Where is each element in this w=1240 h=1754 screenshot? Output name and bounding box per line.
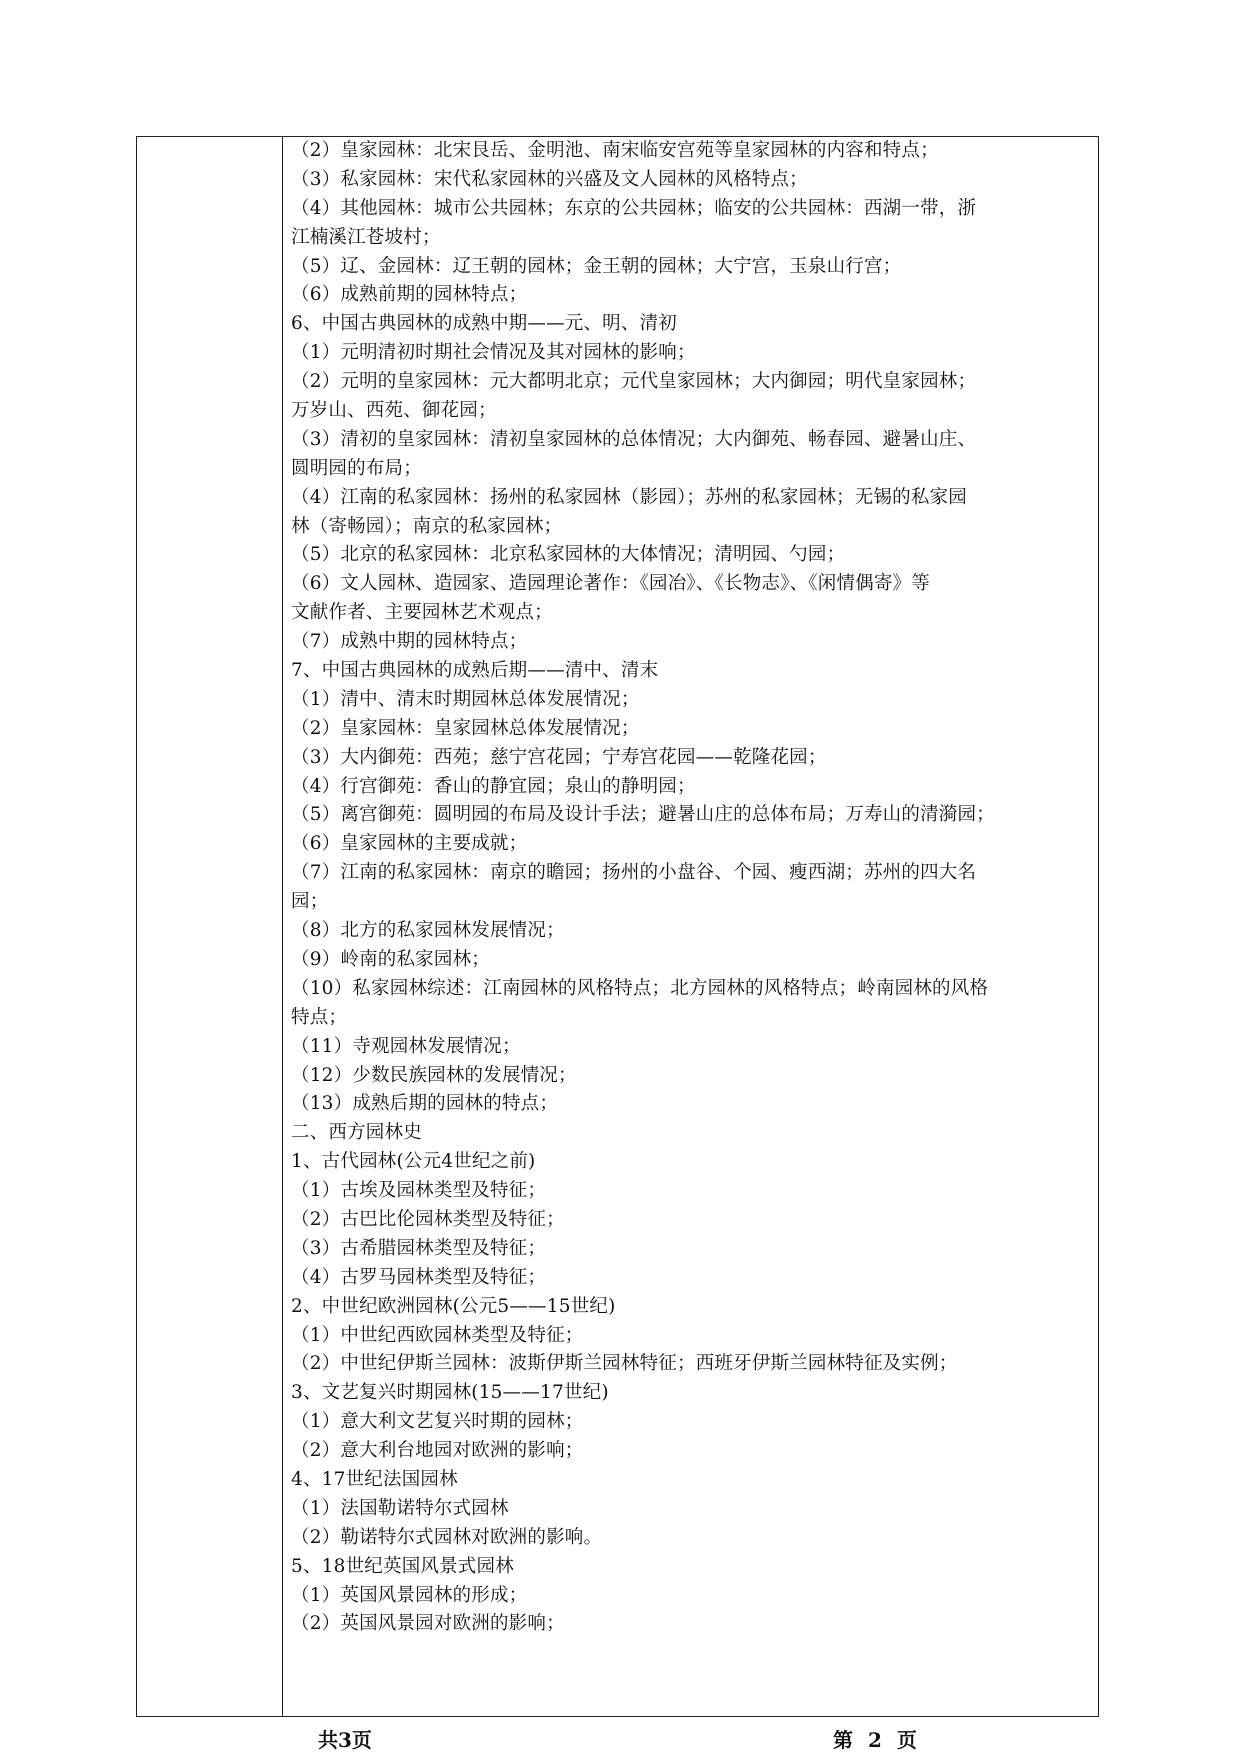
text-line: 林（寄畅园）；南京的私家园林； [291,515,563,537]
text-line: （6）皇家园林的主要成就； [291,833,528,855]
text-line: （7）成熟中期的园林特点； [291,631,528,653]
text-line: （11）寺观园林发展情况； [291,1035,521,1057]
text-line: （12）少数民族园林的发展情况； [291,1064,577,1086]
text-line: （2）元明的皇家园林：元大都明北京；元代皇家园林；大内御园；明代皇家园林； [291,371,977,393]
text-line: （1）元明清初时期社会情况及其对园林的影响； [291,342,696,364]
text-line: （5）离宫御苑：圆明园的布局及设计手法；避暑山庄的总体布局；万寿山的清漪园； [291,804,995,826]
text-line: 2、中世纪欧洲园林(公元5——15世纪) [291,1295,616,1317]
content-table [136,136,1099,1717]
text-line: （5）北京的私家园林：北京私家园林的大体情况；清明园、勺园； [291,544,846,566]
text-line: 特点； [291,1006,348,1028]
text-line: （3）古希腊园林类型及特征； [291,1237,547,1259]
text-line: 5、18世纪英国风景式园林 [291,1555,514,1577]
text-line: 4、17世纪法国园林 [291,1468,458,1490]
text-line: （1）意大利文艺复兴时期的园林； [291,1411,584,1433]
text-line: 二、西方园林史 [291,1122,422,1144]
text-line: （1）法国勒诺特尔式园林 [291,1497,509,1519]
text-line: （1）古埃及园林类型及特征； [291,1180,547,1202]
text-line: （1）清中、清末时期园林总体发展情况； [291,688,640,710]
text-line: （4）古罗马园林类型及特征； [291,1266,547,1288]
text-line: （6）成熟前期的园林特点； [291,284,528,306]
page-number: 第 2 页 [833,1728,921,1752]
text-line: （5）辽、金园林：辽王朝的园林；金王朝的园林；大宁宫，玉泉山行宫； [291,255,902,277]
text-line: 园； [291,891,329,913]
column-divider [282,137,283,1716]
text-line: （2）皇家园林：皇家园林总体发展情况； [291,717,640,739]
text-line: （1）中世纪西欧园林类型及特征； [291,1324,584,1346]
text-line: （9）岭南的私家园林； [291,948,490,970]
text-line: 6、中国古典园林的成熟中期——元、明、清初 [291,313,677,335]
text-line: 文献作者、主要园林艺术观点； [291,602,553,624]
text-line: （3）清初的皇家园林：清初皇家园林的总体情况；大内御苑、畅春园、避暑山庄、 [291,428,977,450]
text-line: （4）江南的私家园林：扬州的私家园林（影园）；苏州的私家园林；无锡的私家园 [291,486,967,508]
text-line: 3、文艺复兴时期园林(15——17世纪) [291,1382,609,1404]
text-line: 圆明园的布局； [291,457,422,479]
text-line: （2）中世纪伊斯兰园林：波斯伊斯兰园林特征；西班牙伊斯兰园林特征及实例； [291,1353,958,1375]
content-cell [291,137,1088,1639]
text-line: （2）古巴比伦园林类型及特征； [291,1208,565,1230]
text-line: （10）私家园林综述：江南园林的风格特点；北方园林的风格特点；岭南园林的风格 [291,977,989,999]
text-line: （3）私家园林：宋代私家园林的兴盛及文人园林的风格特点； [291,168,808,190]
text-line: 7、中国古典园林的成熟后期——清中、清末 [291,660,659,682]
text-line: （6）文人园林、造园家、造园理论著作：《园冶》、《长物志》、《闲情偶寄》等 [291,573,930,595]
text-line: （2）英国风景园对欧洲的影响； [291,1613,565,1635]
text-line: 万岁山、西苑、御花园； [291,400,497,422]
text-line: （2）意大利台地园对欧洲的影响； [291,1440,584,1462]
text-line: （8）北方的私家园林发展情况； [291,920,565,942]
text-line: （7）江南的私家园林：南京的瞻园；扬州的小盘谷、个园、瘦西湖；苏州的四大名 [291,862,977,884]
total-pages: 共3页 [318,1728,372,1752]
text-line: （13）成熟后期的园林的特点； [291,1093,559,1115]
text-line: （3）大内御苑：西苑；慈宁宫花园；宁寿宫花园——乾隆花园； [291,746,827,768]
text-line: 江楠溪江苍坡村； [291,226,441,248]
text-line: 1、古代园林(公元4世纪之前) [291,1151,536,1173]
text-line: （2）皇家园林：北宋艮岳、金明池、南宋临安宫苑等皇家园林的内容和特点； [291,140,939,161]
text-line: （1）英国风景园林的形成； [291,1584,528,1606]
text-line: （2）勒诺特尔式园林对欧洲的影响。 [291,1526,603,1548]
text-line: （4）行宫御苑：香山的静宜园；泉山的静明园； [291,775,696,797]
text-line: （4）其他园林：城市公共园林；东京的公共园林；临安的公共园林：西湖一带，浙 [291,197,977,219]
